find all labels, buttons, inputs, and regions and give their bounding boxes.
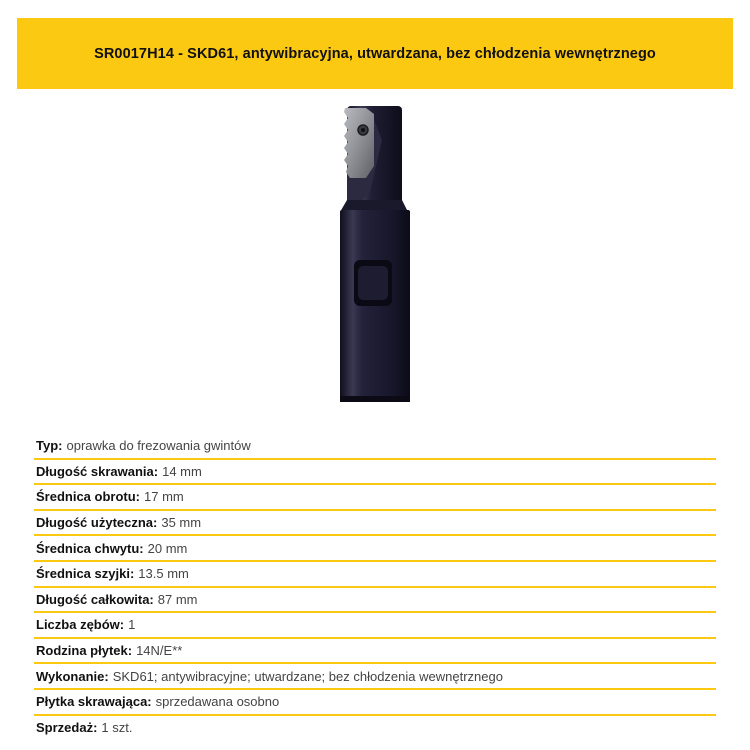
spec-row-dlugosc-calkowita bbox=[34, 588, 716, 614]
spec-value: sprzedawana osobno bbox=[155, 694, 280, 710]
spec-label: Rodzina płytek: bbox=[36, 643, 133, 659]
spec-value: 1 szt. bbox=[101, 719, 133, 735]
spec-label: Typ: bbox=[36, 438, 63, 454]
spec-row-liczba-zebow bbox=[34, 613, 716, 639]
spec-row-srednica-chwytu bbox=[34, 536, 716, 562]
spec-row-typ bbox=[34, 434, 716, 460]
product-image bbox=[300, 100, 450, 405]
spec-row-wykonanie bbox=[34, 664, 716, 690]
spec-label: Wykonanie: bbox=[36, 668, 109, 684]
page-title: SR0017H14 - SKD61, antywibracyjna, utwardzana, bez chłodzenia wewnętrznego bbox=[94, 45, 656, 62]
spec-label: Długość użyteczna: bbox=[36, 515, 158, 531]
title-banner bbox=[17, 18, 733, 89]
spec-row-srednica-szyjki bbox=[34, 562, 716, 588]
spec-row-dlugosc-skrawania bbox=[34, 460, 716, 486]
spec-value: SKD61; antywibracyjne; utwardzane; bez chłodzenia wewnętrznego bbox=[112, 668, 503, 684]
spec-row-dlugosc-uzyteczna bbox=[34, 511, 716, 537]
spec-row-sprzedaz bbox=[34, 716, 716, 740]
spec-label: Długość skrawania: bbox=[36, 463, 159, 479]
spec-label: Sprzedaż: bbox=[36, 719, 98, 735]
spec-value: 35 mm bbox=[161, 515, 202, 531]
spec-value: 13.5 mm bbox=[138, 566, 189, 582]
spec-label: Średnica chwytu: bbox=[36, 540, 144, 556]
spec-value: oprawka do frezowania gwintów bbox=[66, 438, 251, 454]
spec-value: 87 mm bbox=[157, 591, 198, 607]
spec-label: Płytka skrawająca: bbox=[36, 694, 152, 710]
spec-label: Średnica obrotu: bbox=[36, 489, 141, 505]
spec-label: Liczba zębów: bbox=[36, 617, 125, 633]
spec-label: Średnica szyjki: bbox=[36, 566, 135, 582]
specs-table bbox=[34, 434, 716, 739]
spec-row-rodzina-plytek bbox=[34, 639, 716, 665]
spec-row-plytka-skrawajaca bbox=[34, 690, 716, 716]
spec-value: 1 bbox=[128, 617, 136, 633]
spec-value: 14 mm bbox=[162, 463, 202, 479]
spec-row-srednica-obrotu bbox=[34, 485, 716, 511]
spec-value: 20 mm bbox=[147, 540, 188, 556]
thread-milling-tool-holder-icon bbox=[300, 100, 450, 405]
spec-value: 14N/E** bbox=[136, 643, 183, 659]
spec-label: Długość całkowita: bbox=[36, 591, 154, 607]
spec-value: 17 mm bbox=[144, 489, 184, 505]
